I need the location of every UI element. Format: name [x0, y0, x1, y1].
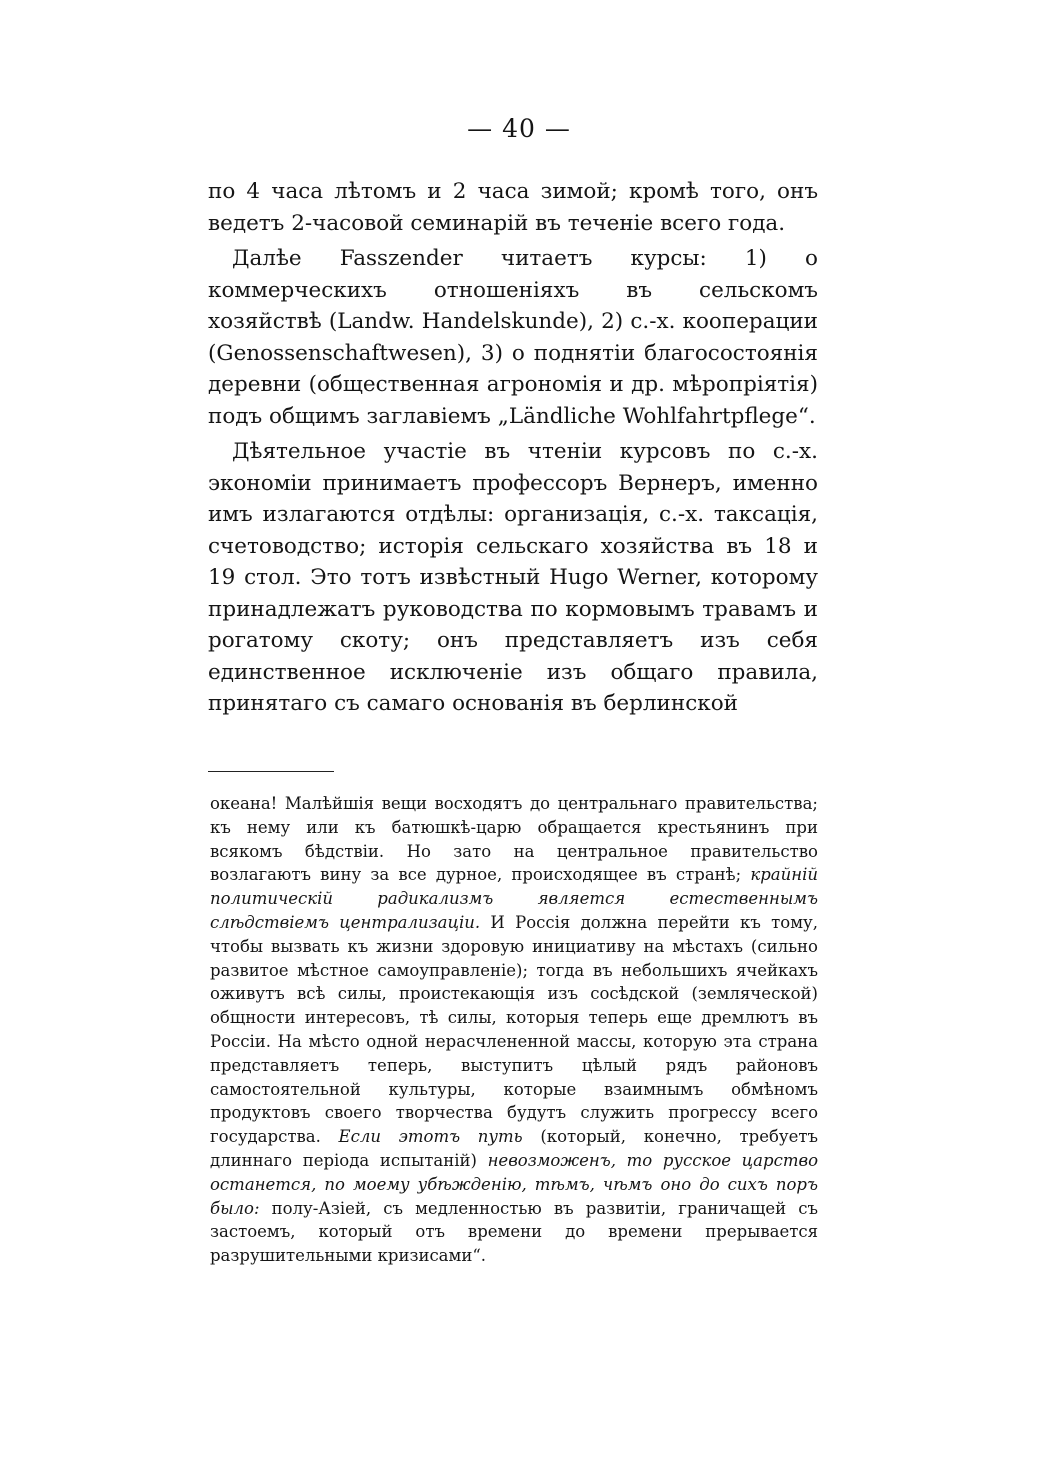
paragraph-2: Далѣе Fasszender читаетъ курсы: 1) о коммерческихъ отношеніяхъ въ сельскомъ хозяйствѣ (Landw. Handelskunde), 2) с.-х. кооперации (Genossenschaftwesen), 3) о поднятіи благосостоянія деревни (общественная агрономія и др. мѣропріятія) подъ общимъ заглавіемъ „Ländliche Wohlfahrtpflege“. [208, 246, 818, 429]
page-number: — 40 — [467, 114, 571, 143]
footnote-text-3: (который, конечно, требуетъ длиннаго періода испытаній) [210, 1127, 818, 1170]
footnote-text-4: полу-Азіей, съ медленностью въ развитіи, граничащей съ застоемъ, который отъ времени до времени прерывается разрушительными кризисами“. [210, 1198, 818, 1266]
footnote-paragraph [210, 792, 818, 1268]
main-text [208, 176, 818, 724]
footnote-italic-1: крайній политическій радикализмъ является естественнымъ слѣдствіемъ централизаціи. [210, 865, 818, 932]
paragraph-3: Дѣятельное участіе въ чтеніи курсовъ по с.-х. экономіи принимаетъ профессоръ Вернеръ, именно имъ излагаются отдѣлы: организація, с.-х. таксація, счетоводство; исторія сельскаго хозяйства въ 18 и 19 стол. Это тотъ извѣстный Hugo Werner, которому принадлежатъ руководства по кормовымъ травамъ и рогатому скоту; онъ представляетъ изъ себя единственное исключеніе изъ общаго правила, принятаго съ самаго основанія въ берлинской [208, 439, 818, 716]
footnote-text-2: И Россія должна перейти къ тому, чтобы вызвать къ жизни здоровую инициативу на мѣстахъ (сильно развитое мѣстное самоуправленіе); тогда въ небольшихъ ячейкахъ оживутъ всѣ силы, проистекающія изъ сосѣдской (земляческой) общности интересовъ, тѣ силы, которыя теперь еще дремлютъ въ Россіи. На мѣсто одной нерасчлененной массы, которую эта страна представляетъ теперь, выступитъ цѣлый рядъ районовъ самостоятельной культуры, которые взаимнымъ обмѣномъ продуктовъ своего творчества будутъ служить прогрессу всего государства. [210, 912, 818, 1147]
footnote-italic-3: невозможенъ, то русское царство останется, по моему убѣжденію, тѣмъ, чѣмъ оно до сихъ поръ было: [210, 1150, 818, 1218]
footnote [210, 792, 818, 1268]
footnote-divider [208, 771, 334, 772]
footnote-text-1: океана! Малѣйшія вещи восходятъ до центральнаго правительства; къ нему или къ батюшкѣ-царю обращается крестьянинъ при всякомъ бѣдствіи. Но зато на центральное правительство возлагаютъ вину за все дурное, происходящее въ странѣ; [210, 794, 818, 885]
footnote-italic-2: Если этотъ путь [338, 1127, 523, 1147]
paragraph-1: по 4 часа лѣтомъ и 2 часа зимой; кромѣ того, онъ ведетъ 2-часовой семинарій въ теченіе всего года. [208, 179, 818, 236]
